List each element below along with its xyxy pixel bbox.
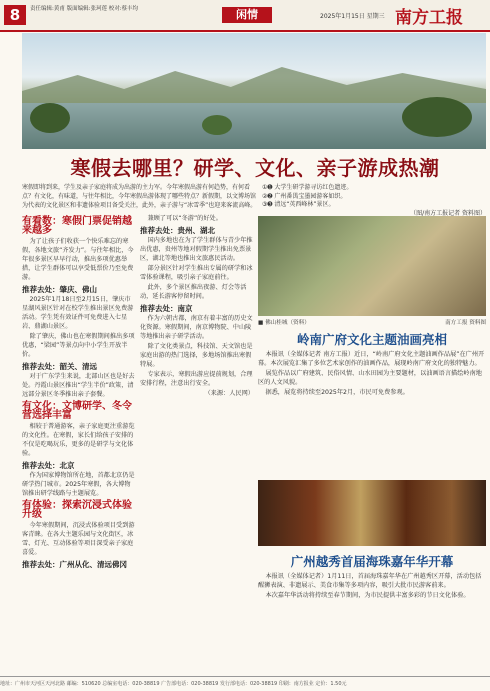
newspaper-logo: 南方工报 bbox=[395, 8, 463, 28]
paragraph: 本报讯（全媒体记者 南方工报）近日，“岭南广府文化主题油画作品展”在广州开幕。本次展览汇集了多位艺术家创作的油画作品，展现岭南广府文化的独特魅力。 bbox=[258, 351, 485, 367]
paragraph: 据悉，展览将持续至2025年2月，市民可免费参观。 bbox=[265, 389, 409, 396]
photo-credit: 南方工报 资料图 bbox=[445, 320, 486, 326]
paragraph: 今年寒假期间，沉浸式体验项目受到游客青睐。在各大主题乐园与文化街区，冰雪、灯光、互动体验等项目深受亲子家庭喜爱。 bbox=[22, 522, 135, 556]
paragraph: 部分景区针对学生推出专属的研学和冰雪体验课程，吸引亲子家庭前往。 bbox=[140, 265, 253, 281]
paragraph: 除了肇庆，佛山也在寒假期间推出多项优惠，“梁园”等景点向中小学生开放半价。 bbox=[22, 333, 135, 358]
article-headline: 广州越秀首届海珠嘉年华开幕 bbox=[290, 554, 454, 569]
side-photo-caption bbox=[258, 318, 486, 326]
subheading: 有文化：文博研学、冬令营选择丰富 bbox=[22, 401, 132, 421]
tree-shape bbox=[30, 103, 70, 133]
paragraph: 本次嘉年华活动将持续至春节期间，为市民提供丰富多彩的节日文化体验。 bbox=[265, 592, 470, 599]
caption-line: ②➋ 广州番禺宝墨园游客如织。 bbox=[262, 192, 347, 200]
paragraph: 展览作品以广府建筑、民俗风情、山水田园为主要题材，以油画语言描绘岭南地区的人文风貌。 bbox=[258, 370, 482, 386]
page-footer: 地址：广州市天河区天河北路 邮编：510620 总编室电话：020-38819 广告部电话：020-38819 发行部电话：020-38819 印刷：南方报业 定价：1.50元 bbox=[0, 676, 490, 691]
paragraph: 对于广东学生来说，北部山区也是好去处。丹霞山景区推出“学生半价”政策，清远部分景区冬季推出亲子套餐。 bbox=[22, 373, 135, 398]
paragraph: 为了让孩子们收获一个快乐难忘的寒假，各地文旅“齐发力”。与往年相比，今年很多景区早早行动，推出多项优惠举措，让学生群体可以享受低票价乃至免费游。 bbox=[22, 238, 134, 281]
section-label: 闲情 bbox=[222, 7, 272, 23]
article-source: （来源：人民网） bbox=[204, 390, 254, 397]
paragraph: 专家表示，寒假出游应提前规划，合理安排行程，注意出行安全。 bbox=[140, 371, 253, 387]
hero-photo bbox=[22, 33, 486, 149]
paragraph: 本报讯（全媒体记者）1月11日，首届海珠嘉年华在广州越秀区开幕，活动包括醒狮表演、非遗展示、美食市集等多项内容，吸引大批市民游客前来。 bbox=[258, 573, 482, 589]
article-body bbox=[258, 350, 486, 478]
recommendation-heading: 推荐去处：肇庆、佛山 bbox=[22, 285, 97, 294]
paragraph: 相较于普通游客，亲子家庭更注重游览的文化性。在寒假，家长们给孩子安排的不仅是吃喝玩乐，更多的是研学与文化体验。 bbox=[22, 423, 135, 457]
recommendation-heading: 推荐去处：北京 bbox=[22, 461, 75, 470]
paragraph: 作为国家博物馆所在地，首都北京仍是研学热门城市。2025年寒假，各大博物馆推出研学线路与主题展览。 bbox=[22, 472, 135, 497]
paragraph: 作为六朝古都，南京有着丰富的历史文化资源。寒假期间，南京博物院、中山陵等地推出亲子研学活动。 bbox=[140, 315, 253, 340]
recommendation-heading: 推荐去处：韶关、清远 bbox=[22, 362, 97, 371]
photo-caption-text: ■ 佛山桂城（资料） bbox=[258, 320, 310, 326]
article-column-2 bbox=[140, 214, 254, 672]
subheading: 有看数：寒假门票促销越来越多 bbox=[22, 216, 132, 236]
recommendation-heading: 推荐去处：南京 bbox=[140, 304, 193, 313]
paragraph: 此外，多个景区推出夜游、灯会等活动，延长游客停留时间。 bbox=[140, 284, 247, 300]
article-column-1 bbox=[22, 214, 136, 672]
issue-date: 2025年1月15日 星期三 bbox=[320, 13, 385, 20]
photo-captions bbox=[262, 184, 486, 218]
recommendation-heading: 推荐去处：贵州、湖北 bbox=[140, 226, 215, 235]
paragraph: 除了文化类景点，科技馆、天文馆也是家庭出游的热门选择，多地场馆推出寒假特展。 bbox=[140, 343, 253, 368]
side-photo bbox=[258, 216, 486, 316]
lion-dance-photo bbox=[258, 480, 486, 546]
page-number: 8 bbox=[4, 5, 26, 25]
paragraph: 2025年1月18日至2月15日，肇庆市星湖风景区针对在校学生推出景区免费游活动。学生凭有效证件可免费进入七星岩、鼎湖山景区。 bbox=[22, 296, 134, 330]
subheading: 有体验：探索沉浸式体验升级 bbox=[22, 500, 132, 520]
caption-source: （图/南方工报记者 资料图） bbox=[410, 209, 486, 217]
caption-line: ①➊ 大学生研学游寻访红色遗迹。 bbox=[262, 184, 353, 191]
page-headline: 寒假去哪里？研学、文化、亲子游成热潮 bbox=[70, 156, 440, 180]
caption-line: ③➌ 清远“英西峰林”景区。 bbox=[262, 201, 335, 208]
paragraph: 国内多地也在为了学生群体与青少年推出优惠，贵州等地对假期学生推出免票景区，湖北等地也推出文旅惠民活动。 bbox=[140, 237, 253, 262]
article-headline: 岭南广府文化主题油画亮相 bbox=[296, 332, 447, 347]
paragraph: 兼顾了可以“冬游”的好处。 bbox=[147, 215, 222, 222]
tree-shape bbox=[202, 115, 232, 135]
tree-shape bbox=[402, 97, 472, 137]
editor-credits: 责任编辑:黄甫 版面编辑:张珂莲 校对:蔡丰均 bbox=[30, 6, 139, 12]
recommendation-heading: 推荐去处：广州从化、清远佛冈 bbox=[22, 560, 127, 569]
intro-paragraph: 寒假即将到来，学生及亲子家庭将成为出游的主力军。今年寒假出游有何趋势，有何看点？有文化，有味道，与往年相比，今年寒假出游体现了哪些特点？新假期，以文博场馆为代表的文化景区和非遗体验项目备受关注，此外，亲子游与“冰雪季”也迎来客流高峰。 bbox=[22, 184, 257, 209]
article-body bbox=[258, 572, 486, 672]
